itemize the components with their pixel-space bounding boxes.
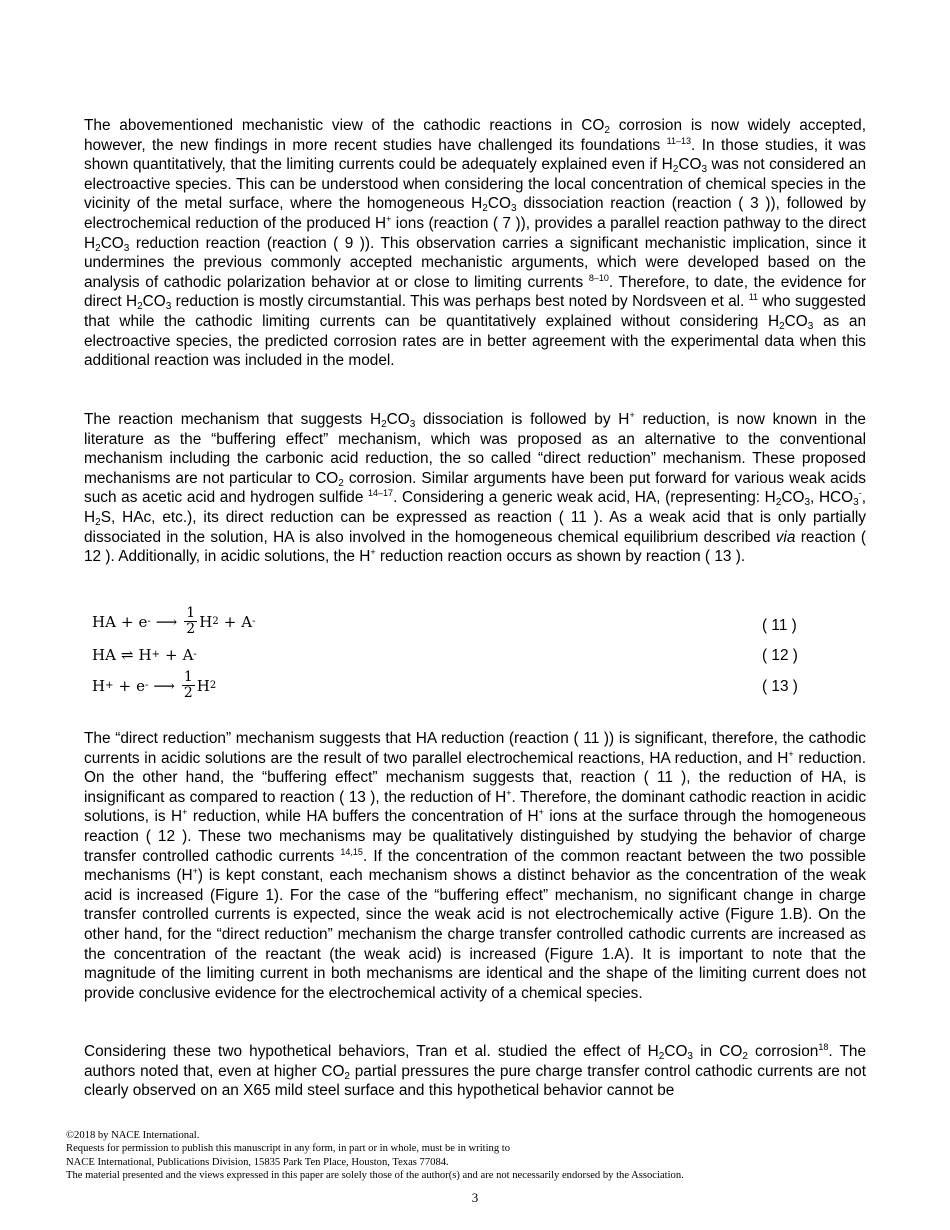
superscript: + xyxy=(182,807,188,818)
citation: 8–10 xyxy=(588,272,609,283)
text: . Therefore, the dominant cathodic reaction in acidic solutions, is H xyxy=(84,788,867,826)
equilibrium-icon: ⇌ xyxy=(120,646,134,664)
text: CO xyxy=(487,195,511,213)
text: who suggested that while the cathodic limiting currents can be quantitatively explained without considering H xyxy=(84,293,866,330)
text: as an electroactive species, the predicted corrosion rates are in better agreement with the experimental data when this additional reaction was included in the model. xyxy=(84,312,866,370)
paragraph-3 xyxy=(84,729,866,1003)
subscript: 3 xyxy=(804,497,811,509)
text: CO xyxy=(100,234,124,252)
text: in CO xyxy=(692,1043,743,1060)
subscript: 2 xyxy=(742,1051,748,1062)
text: ) is kept constant, each mechanism shows a distinct behavior as the concentration of the weak acid is increased (Figure 1). For the case of the “buffering effect” mechanism, no significant change in charge transfer controlled currents is expected, since the weak acid is not electrochemically active (Figure 1.B). On the other hand, for the “direct reduction” mechanism the charge transfer controlled cathodic currents are increased as the concentration of the reactant (the weak acid) is increased (Figure 1.A). It is important to note that the magnitude of the limiting current in both mechanisms are identical and the shape of the limiting current does not provide conclusive evidence for the electrochemical activity of a chemical species. xyxy=(84,867,866,1002)
subscript: 2 xyxy=(604,125,610,136)
eq-term: H xyxy=(199,612,213,631)
fraction-numerator: 1 xyxy=(186,605,196,621)
text: . Considering a generic weak acid, HA, (representing: H xyxy=(393,489,776,507)
eq-term: HA xyxy=(92,646,116,664)
disclaimer-line: The material presented and the views expressed in this paper are solely those of the author(s) and are not necessarily endorsed by the Association. xyxy=(66,1170,684,1182)
text: ions (reaction ( 7 )), provides a parallel reaction pathway to the direct H xyxy=(84,214,866,252)
text: corrosion xyxy=(747,1043,819,1060)
subscript: 3 xyxy=(409,419,416,430)
page-footer xyxy=(66,1129,886,1183)
equation-number: ( 11 ) xyxy=(762,617,797,634)
subscript: 2 xyxy=(779,320,785,332)
eq-operator: + xyxy=(223,612,237,631)
subscript: 2 xyxy=(137,301,143,313)
fraction-denominator: 2 xyxy=(183,685,193,701)
eq-operator: + xyxy=(120,612,134,631)
fraction-denominator: 2 xyxy=(186,621,196,637)
text: CO xyxy=(781,489,805,507)
subscript: 3 xyxy=(165,301,172,313)
subscript: 2 xyxy=(338,477,344,489)
eq-term: H xyxy=(196,676,210,695)
text: . In those studies, it was shown quantitatively, that the limiting currents could be adequately explained even if H xyxy=(84,136,866,174)
arrow-icon: ⟶ xyxy=(153,676,175,695)
subscript: 2 xyxy=(95,242,101,254)
text: reduction, while HA buffers the concentration of H xyxy=(187,808,539,826)
text: dissociation is followed by H xyxy=(415,411,630,428)
equation-block xyxy=(0,600,950,718)
equation-number: ( 13 ) xyxy=(762,678,798,695)
page-number: 3 xyxy=(471,1190,479,1205)
text: CO xyxy=(386,411,410,428)
paragraph-4 xyxy=(84,1042,866,1101)
subscript: 3 xyxy=(510,203,517,215)
text: corrosion is now widely accepted, however, the new findings in more recent studies have challenged its foundations xyxy=(84,117,866,154)
text: The “direct reduction” mechanism suggests that HA reduction (reaction ( 11 )) is significant, therefore, the cathodic currents in acidic solutions are the result of two parallel electrochemical reactions, HA reduction, and H xyxy=(84,730,866,767)
subscript: 3 xyxy=(853,497,859,509)
eq-term: HA xyxy=(92,612,116,631)
paragraph-2 xyxy=(84,410,866,567)
text: reduction, is now known in the literature as the “buffering effect” mechanism, which was proposed as an alternative to the conventional mechanism including the carbonic acid reduction, the so called “direct reduction” mechanism. These proposed mechanisms are not particular to CO xyxy=(84,411,866,487)
eq-term: A xyxy=(241,612,253,631)
text: CO xyxy=(664,1043,688,1060)
subscript: 3 xyxy=(701,164,707,176)
subscript: 3 xyxy=(807,320,814,332)
text: CO xyxy=(678,156,702,174)
citation: 11–13 xyxy=(666,135,692,146)
text: CO xyxy=(142,293,166,311)
eq-term: H xyxy=(138,646,152,664)
eq-term: e xyxy=(136,676,145,695)
text: CO xyxy=(784,312,808,330)
fraction-numerator: 1 xyxy=(183,669,193,685)
equation-13: H + + e - ⟶ $\frac{1}{2}$ H 2 xyxy=(92,669,217,701)
eq-term: H xyxy=(92,676,106,695)
text: The reaction mechanism that suggests H xyxy=(84,411,382,428)
italic-text: via xyxy=(775,528,796,546)
superscript: + xyxy=(629,410,635,420)
permission-line: Requests for permission to publish this manuscript in any form, in part or in whole, must be in writing to xyxy=(66,1143,511,1155)
text: The abovementioned mechanistic view of the cathodic reactions in CO xyxy=(84,117,605,134)
text: ions at the surface through the homogeneous reaction ( 12 ). These two mechanisms may be qualitatively distinguished by studying the behavior of charge transfer controlled cathodic currents xyxy=(84,808,866,865)
text: , HCO xyxy=(810,489,854,507)
text: reduction is mostly circumstantial. This was perhaps best noted by Nordsveen et al. xyxy=(171,293,749,311)
text: Considering these two hypothetical behaviors, Tran et al. studied the effect of H xyxy=(84,1043,659,1060)
eq-term: A xyxy=(182,646,194,664)
superscript: + xyxy=(370,547,376,558)
copyright-line: ©2018 by NACE International. xyxy=(66,1130,200,1141)
text: . The authors noted that, even at higher CO xyxy=(84,1043,866,1080)
text: dissociation reaction (reaction ( 3 )), followed by electrochemical reduction of the produced H xyxy=(84,195,866,232)
address-line: NACE International, Publications Division, 15835 Park Ten Place, Houston, Texas 77084. xyxy=(66,1156,449,1168)
paragraph-1 xyxy=(84,116,866,371)
citation: 11 xyxy=(748,292,759,303)
equation-12: HA ⇌ H + + A - xyxy=(92,646,197,664)
citation: 14–17 xyxy=(368,488,394,499)
subscript: 2 xyxy=(344,1070,350,1082)
superscript: + xyxy=(386,213,392,224)
subscript: 2 xyxy=(95,516,101,528)
fraction xyxy=(184,606,197,637)
subscript: 2 xyxy=(775,497,782,509)
text: partial pressures the pure charge transfer control cathodic currents are not clearly observed on an X65 mild steel surface and this hypothetical behavior cannot be xyxy=(84,1062,866,1100)
superscript: - xyxy=(858,488,862,499)
subscript: 3 xyxy=(123,242,130,254)
citation: 14,15 xyxy=(340,846,363,857)
subscript: 3 xyxy=(687,1051,693,1062)
equation-11: HA + e - ⟶ $\frac{1}{2}$ H 2 + A - xyxy=(92,605,256,637)
text: . Therefore, to date, the evidence for direct H xyxy=(84,273,866,311)
subscript: 2 xyxy=(658,1051,665,1062)
arrow-icon: ⟶ xyxy=(155,612,178,631)
equation-number: ( 12 ) xyxy=(762,647,798,664)
subscript: 2 xyxy=(672,164,679,176)
fraction xyxy=(182,670,195,701)
superscript: + xyxy=(538,807,544,818)
eq-operator: + xyxy=(164,646,178,664)
text: , H xyxy=(84,489,866,526)
subscript: 2 xyxy=(381,419,387,430)
text: reduction. On the other hand, the “buffering effect” mechanism suggests that, reaction ( 11 ), the reduction of HA, is insignificant as compared to reaction ( 13 ), the reduction of H xyxy=(84,749,866,806)
eq-term: e xyxy=(138,612,148,631)
eq-operator: + xyxy=(118,676,132,695)
text: . If the concentration of the common reactant between the two possible mechanisms (H xyxy=(84,847,866,885)
equation-row-13 xyxy=(0,668,950,701)
text: reduction reaction occurs as shown by reaction ( 13 ). xyxy=(375,548,746,566)
superscript: + xyxy=(192,866,198,877)
text: reaction ( 12 ). Additionally, in acidic solutions, the H xyxy=(84,528,866,566)
subscript: 2 xyxy=(482,203,488,215)
text: corrosion. Similar arguments have been put forward for various weak acids such as acetic acid and hydrogen sulfide xyxy=(84,469,866,507)
text: reduction reaction (reaction ( 9 )). This observation carries a significant mechanistic implication, since it undermines the previous commonly accepted mechanistic arguments, which were developed based on the analysis of cathodic polarization behavior at or close to limiting currents xyxy=(84,234,866,291)
text: was not considered an electroactive species. This can be understood when considering the local concentration of chemical species in the vicinity of the metal surface, where the homogeneous H xyxy=(84,156,866,213)
text: S, HAc, etc.), its direct reduction can be expressed as reaction ( 11 ). As a weak acid that is only partially dissociated in the solution, HA is also involved in the homogeneous chemical equilibrium described xyxy=(84,508,866,546)
equation-row-11 xyxy=(0,600,950,637)
superscript: + xyxy=(788,748,794,759)
citation: 18 xyxy=(818,1042,829,1052)
superscript: + xyxy=(506,787,512,798)
